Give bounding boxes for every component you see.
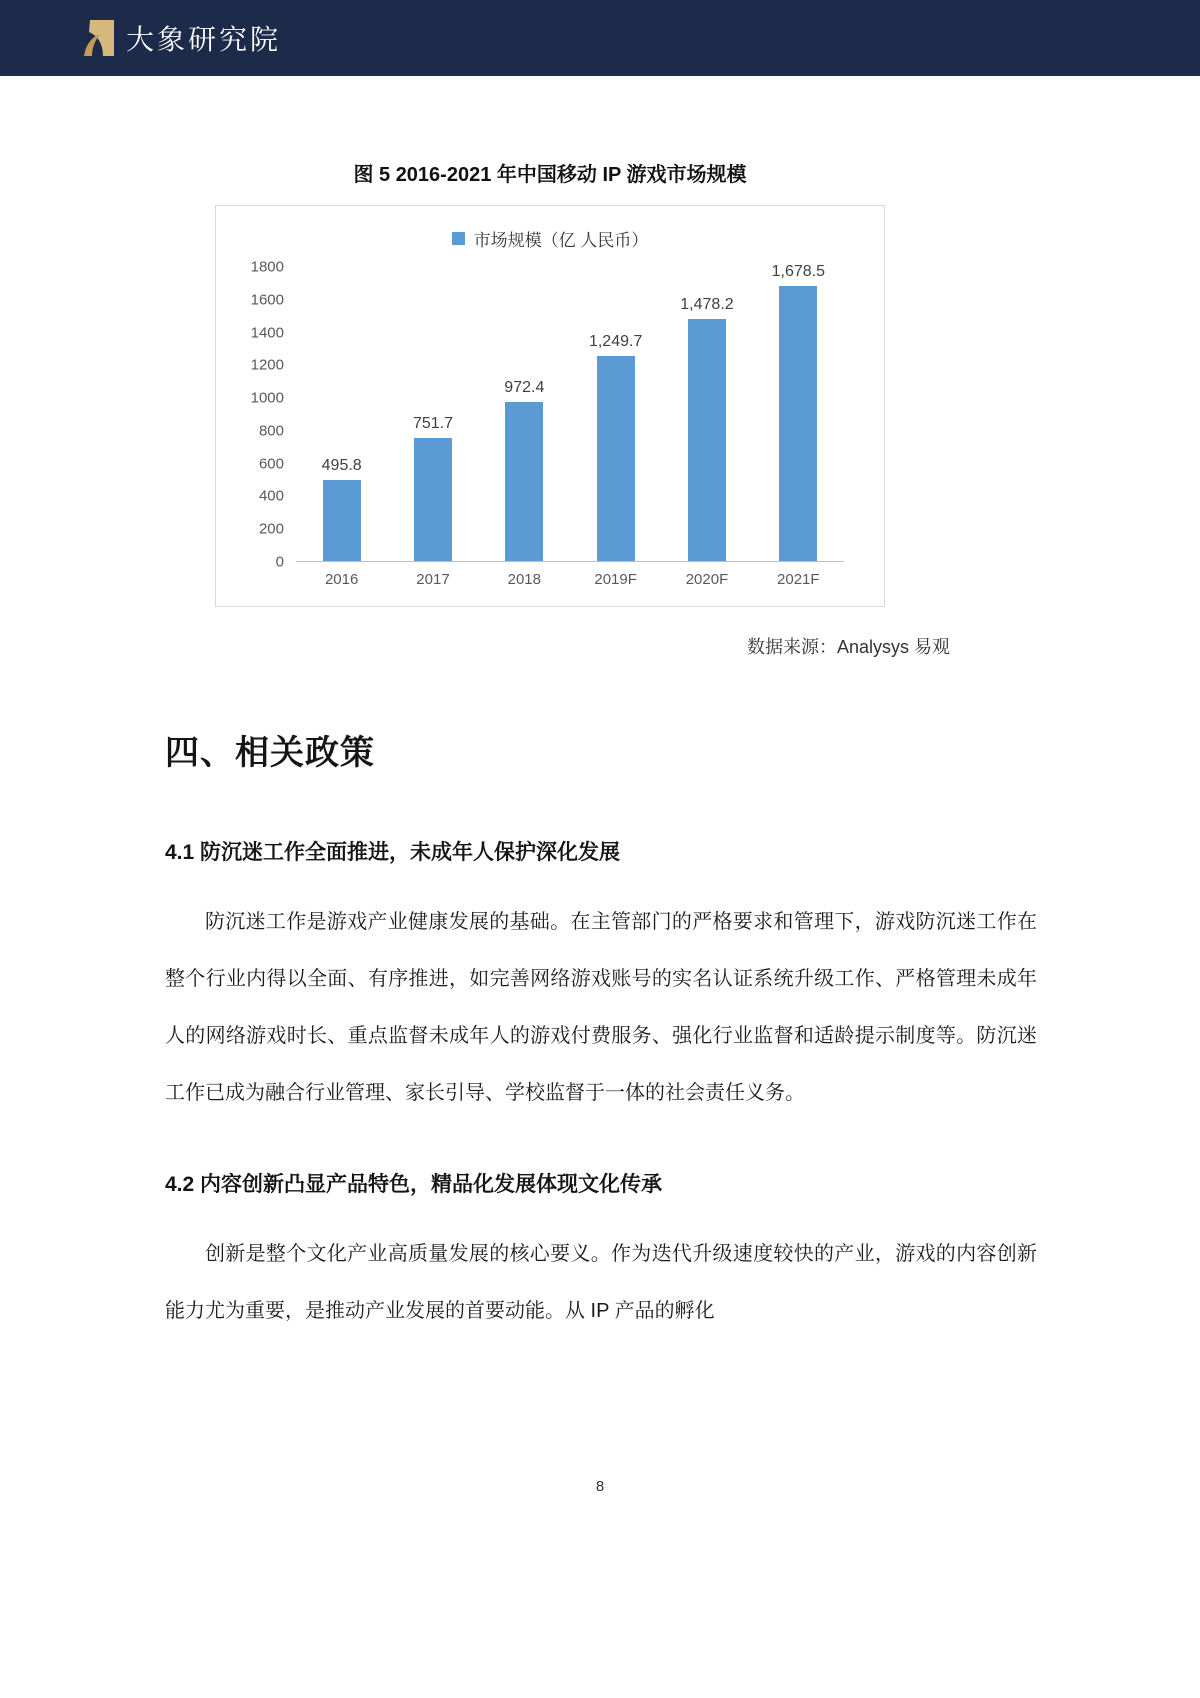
y-axis — [242, 258, 296, 571]
page-number: 8 — [595, 1478, 605, 1495]
x-tick-label: 2018 — [507, 571, 541, 588]
bar-value-label: 1,678.5 — [771, 262, 825, 280]
bar-value-label: 495.8 — [321, 456, 362, 474]
y-tick-label: 800 — [258, 422, 284, 440]
bar-group — [570, 333, 661, 561]
paragraph-4-2: 创新是整个文化产业高质量发展的核心要义。作为迭代升级速度较快的产业，游戏的内容创新能力尤为重要，是推动产业发展的首要动能。从 IP 产品的孵化 — [165, 1243, 1037, 1322]
bar — [414, 438, 452, 561]
bar-value-label: 972.4 — [504, 378, 545, 396]
bar — [688, 319, 726, 561]
x-axis — [296, 562, 844, 588]
subsection-4-1-title: 4.1 防沉迷工作全面推进，未成年人保护深化发展 — [165, 841, 621, 864]
section-heading: 四、相关政策 — [165, 734, 375, 772]
y-tick-label: 1000 — [250, 389, 284, 407]
data-source-note: 数据来源：Analysys 易观 — [746, 637, 950, 657]
y-tick-label: 1200 — [250, 356, 284, 374]
bar-group — [387, 415, 478, 561]
x-tick-label: 2020F — [685, 571, 729, 588]
bar-value-label: 1,249.7 — [588, 333, 643, 351]
chart-plot — [216, 251, 884, 588]
plot-column — [296, 262, 844, 588]
subsection-4-2-title: 4.2 内容创新凸显产品特色，精品化发展体现文化传承 — [165, 1173, 663, 1196]
plot-area — [296, 262, 844, 562]
header-bar — [0, 0, 1200, 76]
x-tick-label: 2019F — [594, 571, 637, 588]
x-tick-label: 2021F — [777, 571, 820, 588]
y-tick-label: 200 — [258, 520, 284, 538]
brand-name: 大象研究院 — [126, 25, 282, 56]
y-tick-label: 1600 — [250, 291, 284, 309]
bar — [323, 480, 361, 561]
bar — [597, 356, 635, 561]
x-tick-label: 2017 — [416, 571, 450, 588]
y-tick-label: 1800 — [250, 258, 284, 276]
y-tick-label: 0 — [275, 553, 284, 571]
y-tick-label: 600 — [258, 455, 284, 473]
paragraph-4-1: 防沉迷工作是游戏产业健康发展的基础。在主管部门的严格要求和管理下，游戏防沉迷工作在整个行业内得以全面、有序推进，如完善网络游戏账号的实名认证系统升级工作、严格管理未成年人的网络游戏时长、重点监督未成年人的游戏付费服务、强化行业监督和适龄提示制度等。防沉迷工作已成为融合行业管理、家长引导、学校监督于一体的社会责任义务。 — [165, 911, 1037, 1104]
x-tick-label: 2016 — [324, 571, 359, 588]
brand-logo-icon — [84, 20, 114, 56]
bar-group — [296, 457, 387, 561]
y-tick-label: 400 — [258, 487, 284, 505]
chart-title: 图 5 2016-2021 年中国移动 IP 游戏市场规模 — [353, 164, 747, 186]
chart-panel — [215, 205, 885, 607]
bar — [779, 286, 817, 561]
bar-value-label: 751.7 — [412, 414, 454, 432]
bar — [505, 402, 543, 561]
chart-legend — [216, 226, 884, 251]
bar-group — [753, 263, 844, 561]
legend-label: 市场规模（亿 人民币） — [473, 231, 649, 250]
legend-swatch-icon — [452, 232, 465, 245]
bar-group — [661, 296, 752, 561]
bar-value-label: 1,478.2 — [680, 295, 734, 313]
bar-group — [479, 379, 570, 561]
y-tick-label: 1400 — [250, 324, 284, 342]
